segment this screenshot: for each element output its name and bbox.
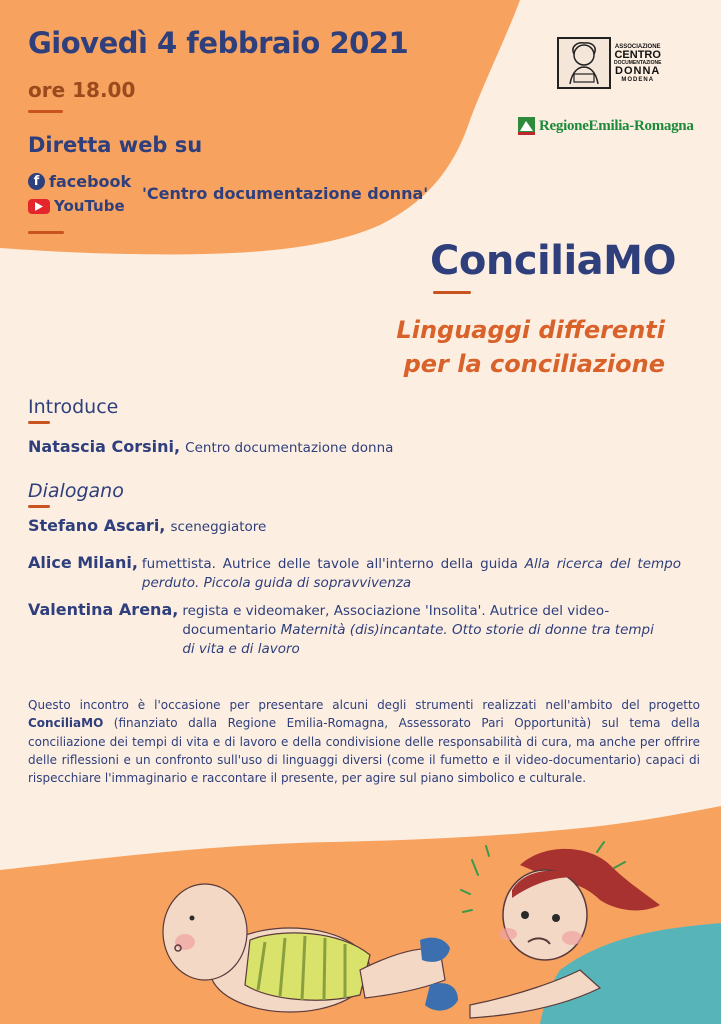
facebook-label: facebook (49, 172, 132, 191)
channel-name: 'Centro documentazione donna' (142, 184, 429, 203)
speaker-name: Valentina Arena, (28, 600, 179, 619)
project-title: ConciliaMO (430, 238, 676, 284)
introduce-heading: Introduce (28, 396, 119, 418)
stream-label: Diretta web su (28, 133, 203, 157)
documentary-title: Maternità (dis)incantate. Otto storie di donne tra tempi di vita e di lavoro (182, 622, 654, 657)
introduce-underline (28, 421, 50, 424)
time-underline (28, 110, 63, 113)
dialogano-underline (28, 505, 50, 508)
project-name-inline: ConciliaMO (28, 716, 104, 731)
region-flag-icon (518, 117, 535, 135)
region-logo (518, 117, 694, 135)
speaker-name: Stefano Ascari, (28, 516, 166, 535)
youtube-icon (28, 199, 50, 214)
dialogano-heading: Dialogano (28, 480, 124, 502)
illustration-baby-and-mother (0, 820, 721, 1024)
introducer-name: Natascia Corsini, (28, 437, 181, 456)
facebook-icon: f (28, 173, 45, 190)
introducer-role: Centro documentazione donna (185, 440, 394, 456)
project-subtitle: Linguaggi differenti per la conciliazione (396, 316, 665, 378)
facebook-link[interactable] (28, 172, 131, 191)
speaker-row (28, 600, 669, 659)
header-underline (28, 231, 64, 234)
association-logo (557, 37, 661, 89)
description-paragraph: Questo incontro è l'occasione per presentare alcuni degli strumenti realizzati nell'ambito del progetto ConciliaMO (finanziato dalla Regione Emilia-Romagna, Assessorato Pari Opportunità) sul tema della conciliazione dei tempi di vita e di lavoro e della condivisione delle responsabilità di cura, ma anche per offrire delle riflessioni e un confronto sull'uso di linguaggi diversi (come il fumetto e il video-documentario) capaci di rispecchiare l'immaginario e raccontare il presente, per agire sul piano simbolico e culturale. (28, 698, 700, 786)
speaker-role: sceneggiatore (170, 519, 267, 535)
speaker-role: regista e videomaker, Associazione 'Insolita'. Autrice del video-documentario Maternità (dis)incantate. Otto storie di donne tra tempi di vita e di lavoro (182, 603, 654, 657)
speaker-row (28, 553, 681, 593)
title-underline (433, 291, 471, 294)
youtube-link[interactable] (28, 197, 125, 215)
association-emblem-icon (557, 37, 611, 89)
introducer-row (28, 437, 681, 456)
event-time: ore 18.00 (28, 78, 136, 102)
guide-title: Alla ricerca del tempo perduto. Piccola guida di sopravvivenza (141, 556, 681, 591)
speaker-name: Alice Milani, (28, 553, 138, 572)
event-date: Giovedì 4 febbraio 2021 (28, 26, 409, 60)
region-name: RegioneEmilia-Romagna (539, 117, 694, 134)
speaker-row (28, 516, 681, 535)
youtube-label: YouTube (54, 197, 125, 215)
association-name: ASSOCIAZIONE CENTRO DOCUMENTAZIONE DONNA MODENA (614, 43, 662, 83)
speaker-role: fumettista. Autrice delle tavole all'interno della guida Alla ricerca del tempo perduto. Piccola guida di sopravvivenza (141, 556, 681, 591)
